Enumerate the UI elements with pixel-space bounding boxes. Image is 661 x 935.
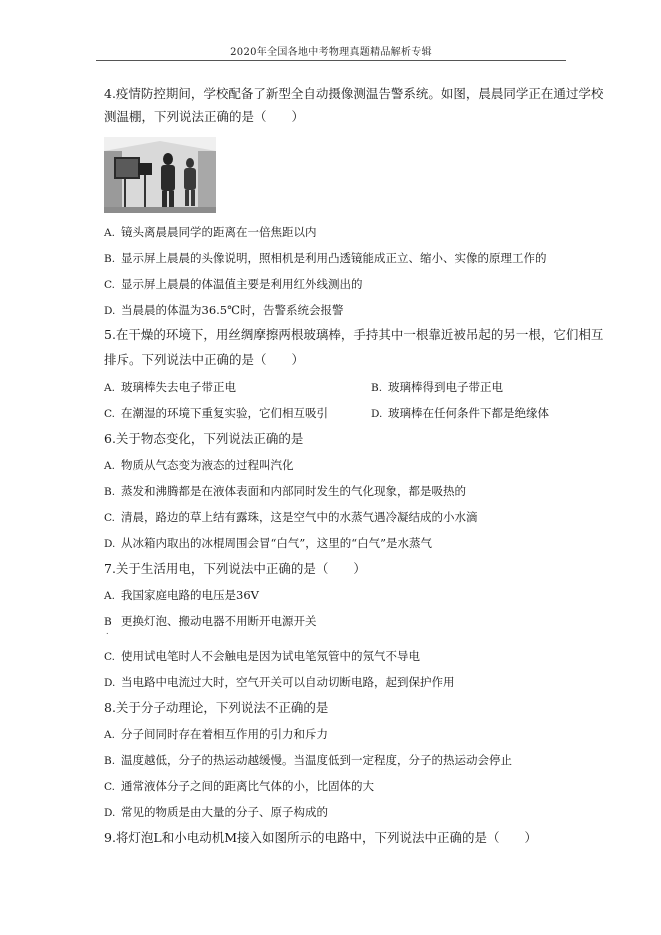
option-letter: D. — [371, 408, 383, 420]
q7-stem: 7.关于生活用电，下列说法中正确的是（ ） — [104, 561, 366, 576]
option-letter: B. — [371, 382, 383, 394]
option-letter: B. — [104, 755, 116, 767]
q8-option-c — [104, 778, 374, 795]
option-letter: A. — [104, 729, 115, 741]
q7-option-a — [104, 587, 259, 604]
option-text: 温度越低，分子的热运动越缓慢。当温度低到一定程度，分子的热运动会停止 — [121, 753, 512, 767]
option-letter: D. — [104, 538, 116, 550]
option-text: 清晨，路边的草上结有露珠，这是空气中的水蒸气遇冷凝结成的小水滴 — [121, 510, 478, 524]
q6-option-b — [104, 483, 466, 500]
photo-illustration — [104, 137, 216, 213]
q4-option-a — [104, 224, 317, 241]
q7-option-b — [104, 613, 317, 630]
option-text: 显示屏上晨晨的体温值主要是利用红外线测出的 — [121, 277, 363, 291]
q8-option-d — [104, 804, 328, 821]
option-text: 从冰箱内取出的冰棍周围会冒“白气”，这里的“白气”是水蒸气 — [121, 536, 433, 550]
page-header: 2020年全国各地中考物理真题精品解析专辑 — [230, 47, 432, 58]
option-text: 蒸发和沸腾都是在液体表面和内部同时发生的气化现象，都是吸热的 — [121, 484, 466, 498]
option-text: 玻璃棒得到电子带正电 — [388, 380, 503, 394]
q7-option-d — [104, 674, 455, 691]
option-text: 镜头离晨晨同学的距离在一倍焦距以内 — [121, 225, 317, 239]
q9-stem: 9.将灯泡L和小电动机M接入如图所示的电路中，下列说法中正确的是（ ） — [104, 830, 538, 845]
option-text: 显示屏上晨晨的头像说明，照相机是利用凸透镜能成正立、缩小、实像的原理工作的 — [121, 251, 547, 265]
q6-option-c — [104, 509, 478, 526]
option-text: 当电路中电流过大时，空气开关可以自动切断电路，起到保护作用 — [121, 675, 455, 689]
q4-option-c — [104, 276, 363, 293]
q8-option-b — [104, 752, 512, 769]
option-text: 玻璃棒失去电子带正电 — [121, 380, 236, 394]
option-letter: A. — [104, 382, 115, 394]
option-text: 在潮湿的环境下重复实验，它们相互吸引 — [121, 406, 328, 420]
option-text: 更换灯泡、搬动电器不用断开电源开关 — [121, 614, 317, 628]
option-letter: C. — [104, 781, 115, 793]
option-letter: B. — [104, 486, 116, 498]
q8-option-a — [104, 726, 328, 743]
header-divider — [96, 60, 566, 61]
q4-stem-line1: 4.疫情防控期间，学校配备了新型全自动摄像测温告警系统。如图，晨晨同学正在通过学校 — [104, 86, 604, 101]
q5-stem-line1: 5.在干燥的环境下，用丝绸摩擦两根玻璃棒，手持其中一根靠近被吊起的另一根，它们相互 — [104, 327, 604, 342]
q8-stem: 8.关于分子动理论，下列说法不正确的是 — [104, 700, 329, 715]
q7-option-c — [104, 648, 420, 665]
q4-option-b — [104, 250, 547, 267]
option-letter: C. — [104, 279, 115, 291]
option-letter: D. — [104, 677, 116, 689]
q6-stem: 6.关于物态变化，下列说法正确的是 — [104, 431, 304, 446]
q5-option-c — [104, 405, 328, 422]
q5-option-a — [104, 379, 236, 396]
option-text: 我国家庭电路的电压是36V — [121, 588, 259, 602]
option-text: 当晨晨的体温为36.5℃时，告警系统会报警 — [121, 303, 344, 317]
option-letter: B — [104, 616, 112, 628]
option-text: 使用试电笔时人不会触电是因为试电笔氖管中的氖气不导电 — [121, 649, 420, 663]
option-letter: D. — [104, 807, 116, 819]
q6-option-d — [104, 535, 432, 552]
option-text: 玻璃棒在任何条件下都是绝缘体 — [388, 406, 549, 420]
q4-option-d — [104, 302, 343, 319]
option-letter: C. — [104, 512, 115, 524]
option-letter: A. — [104, 590, 115, 602]
option-letter: B. — [104, 253, 116, 265]
q4-stem-line2: 测温棚，下列说法正确的是（ ） — [104, 109, 305, 124]
q6-option-a — [104, 457, 294, 474]
option-text: 分子间同时存在着相互作用的引力和斥力 — [121, 727, 328, 741]
q5-stem-line2: 排斥。下列说法中正确的是（ ） — [104, 352, 305, 367]
temperature-tent-photo — [104, 137, 216, 213]
option-letter: C. — [104, 651, 115, 663]
stray-dot: . — [106, 627, 109, 636]
option-letter: D. — [104, 305, 116, 317]
q5-option-b — [371, 379, 503, 396]
option-letter: A. — [104, 227, 115, 239]
option-text: 通常液体分子之间的距离比气体的小，比固体的大 — [121, 779, 374, 793]
option-letter: A. — [104, 460, 115, 472]
option-text: 物质从气态变为液态的过程叫汽化 — [121, 458, 294, 472]
option-text: 常见的物质是由大量的分子、原子构成的 — [121, 805, 328, 819]
option-letter: C. — [104, 408, 115, 420]
q5-option-d — [371, 405, 549, 422]
